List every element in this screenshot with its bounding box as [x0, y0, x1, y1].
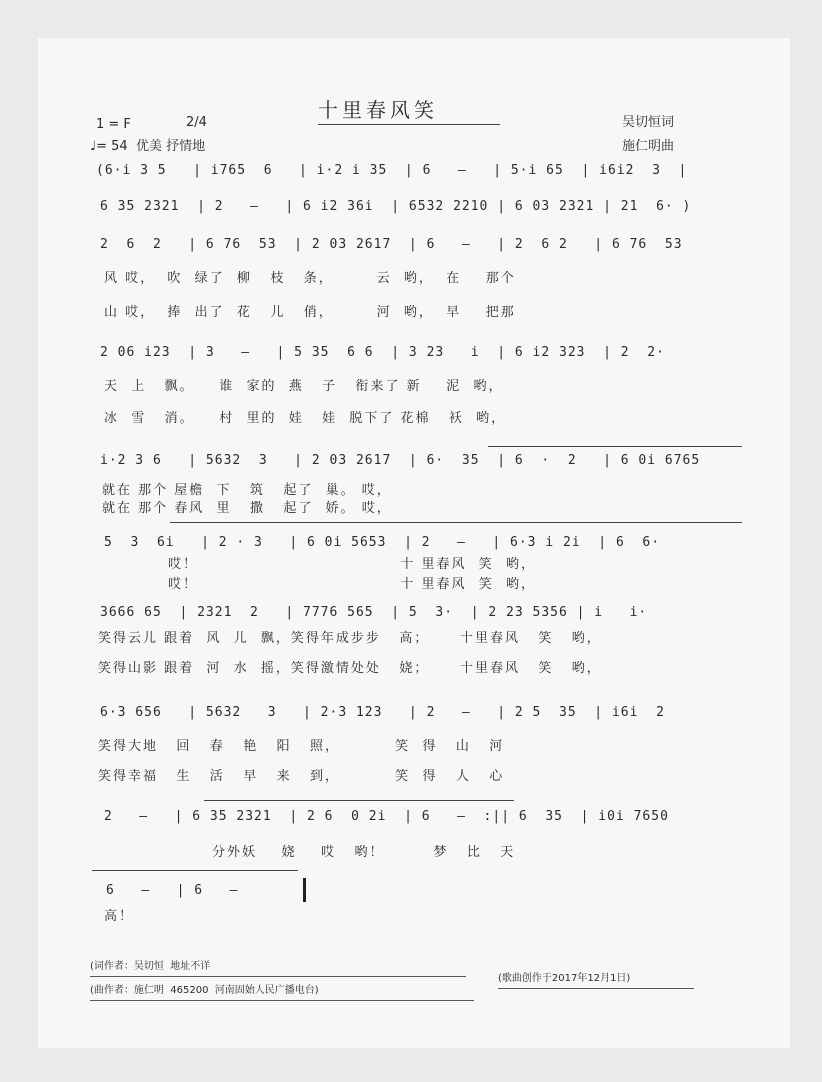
composer-info-underline — [90, 1000, 474, 1001]
key-signature: 1 = F — [96, 117, 131, 132]
tempo-marking: ♩= 54 优美 抒情地 — [90, 139, 206, 154]
lyric-row-7b: 笑得山影 跟着 河 水 摇，笑得激情处处 娆； 十里春风 笑 哟， — [98, 661, 602, 676]
notation-row-10: 6 — | 6 — — [106, 883, 239, 898]
lyric-row-9: 分外妖 娆 哎 哟！ 梦 比 天 — [212, 845, 516, 860]
lyric-row-5a: 就在 那个 屋檐 下 筑 起了 巢。 哎， — [102, 483, 392, 498]
notation-row-8: 6·3 656 | 5632 3 | 2·3 123 | 2 — | 2 5 35 | i6i 2 — [100, 705, 665, 720]
lyric-row-8a: 笑得大地 回 春 艳 阳 照， 笑 得 山 河 — [98, 739, 505, 754]
lyric-row-3a: 风 哎， 吹 绿了 柳 枝 条， 云 哟， 在 那个 — [104, 271, 516, 286]
lyricist-info-underline — [90, 976, 466, 977]
notation-row-6: 5 3 6i | 2 · 3 | 6 0i 5653 | 2 — | 6·3 i 2i | 6 6· — [104, 535, 661, 550]
notation-row-7: 3666 65 | 2321 2 | 7776 565 | 5 3· | 2 23 5356 | i i· — [100, 605, 648, 620]
lyric-row-5b: 就在 那个 春风 里 撒 起了 娇。 哎， — [102, 501, 392, 516]
notation-row-2: 6 35 2321 | 2 — | 6 i2 36i | 6532 2210 | 6 03 2321 | 21 6· ) — [100, 199, 692, 214]
song-title: 十里春风笑 — [318, 98, 438, 122]
notation-row-9: 2 — | 6 35 2321 | 2 6 0 2i | 6 — :|| 6 35 | i0i 7650 — [104, 809, 669, 824]
notation-row-1: (6·i 3 5 | i765 6 | i·2 i 35 | 6 — | 5·i 65 | i6i2 3 | — [96, 163, 688, 178]
lyric-row-6b: 哎！ 十 里春风 笑 哟， — [168, 577, 537, 592]
date-underline — [498, 988, 694, 989]
lyric-row-7a: 笑得云儿 跟着 风 儿 飘，笑得年成步步 高； 十里春风 笑 哟， — [98, 631, 602, 646]
title-underline — [318, 124, 500, 125]
composer-credit: 施仁明曲 — [622, 139, 675, 154]
lyric-row-4b: 冰 雪 消。 村 里的 娃 娃 脱下了 花棉 袄 哟， — [104, 411, 507, 426]
lyric-row-4a: 天 上 飘。 谁 家的 燕 子 衔来了 新 泥 哟， — [104, 379, 504, 394]
lyricist-credit: 吴切恒词 — [622, 115, 675, 130]
ending-line — [92, 870, 298, 871]
lyricist-info: (词作者：吴切恒 地址不详 — [90, 961, 211, 972]
volta-bracket-2 — [204, 800, 514, 801]
volta-bracket-line — [488, 446, 742, 447]
time-signature: 2/4 — [186, 115, 207, 130]
lyric-row-10: 高！ — [104, 909, 135, 924]
slur-line-row-6 — [170, 522, 742, 523]
composition-date: (歌曲创作于2017年12月1日) — [498, 973, 631, 984]
notation-row-5: i·2 3 6 | 5632 3 | 2 03 2617 | 6· 35 | 6 · 2 | 6 0i 6765 — [100, 453, 701, 468]
lyric-row-3b: 山 哎， 捧 出了 花 儿 俏， 河 哟， 早 把那 — [104, 305, 516, 320]
notation-row-3: 2 6 2 | 6 76 53 | 2 03 2617 | 6 — | 2 6 2 | 6 76 53 — [100, 237, 683, 252]
final-barline — [303, 878, 306, 902]
lyric-row-8b: 笑得幸福 生 活 早 来 到， 笑 得 人 心 — [98, 769, 505, 784]
composer-info: (曲作者：施仁明 465200 河南固始人民广播电台) — [90, 985, 319, 996]
lyric-row-6a: 哎！ 十 里春风 笑 哟， — [168, 557, 537, 572]
notation-row-4: 2 06 i23 | 3 — | 5 35 6 6 | 3 23 i | 6 i2 323 | 2 2· — [100, 345, 665, 360]
